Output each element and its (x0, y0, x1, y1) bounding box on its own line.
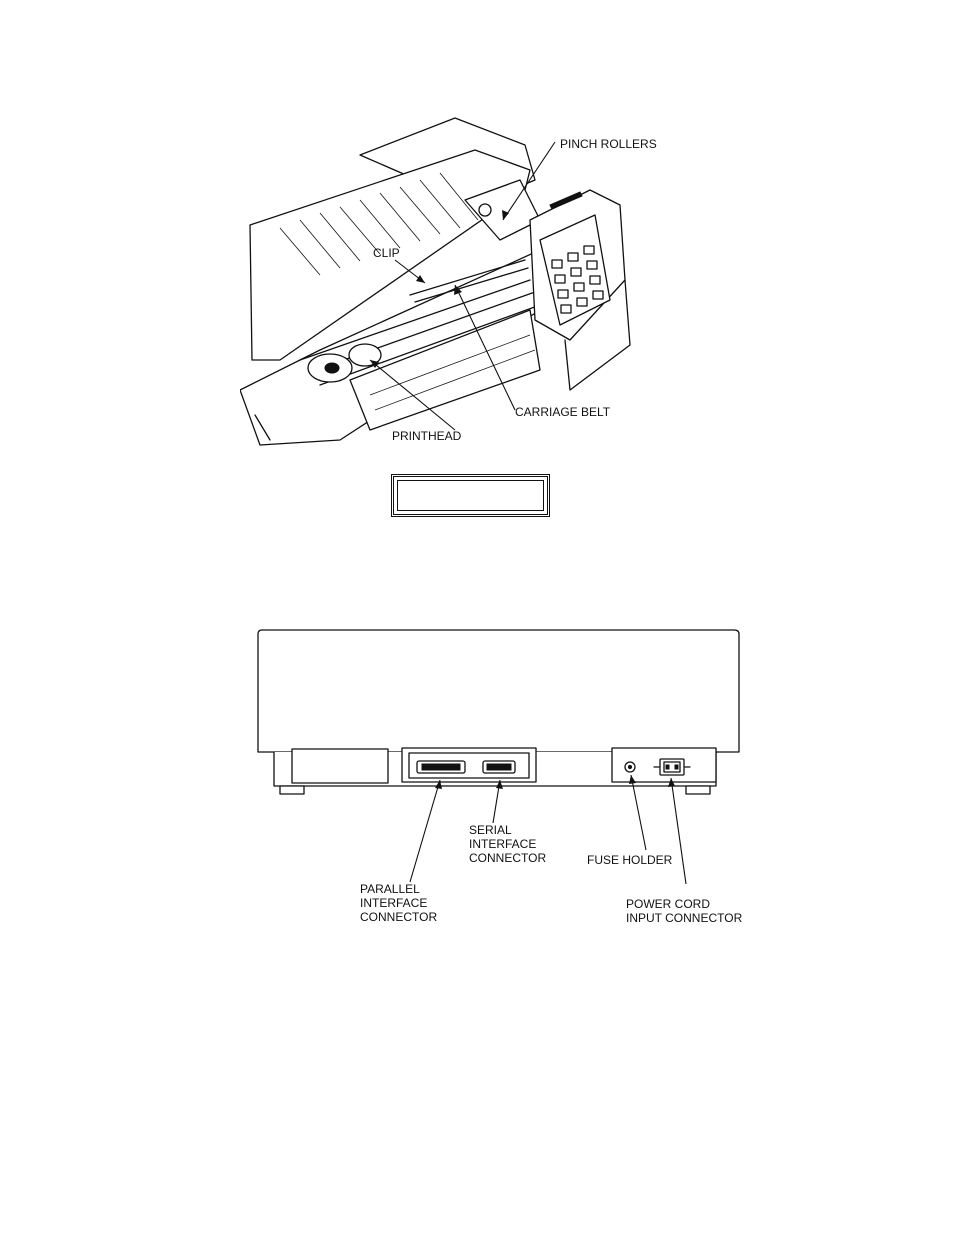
label-clip: CLIP (373, 246, 400, 260)
figure-caption-box (391, 474, 550, 517)
power-input-icon (654, 759, 690, 775)
parallel-connector-icon (417, 761, 465, 773)
fuse-holder-icon (625, 762, 635, 772)
label-serial: SERIAL INTERFACE CONNECTOR (469, 823, 547, 865)
label-power-cord: POWER CORD INPUT CONNECTOR (626, 897, 743, 925)
label-pinch-rollers: PINCH ROLLERS (560, 137, 657, 151)
label-parallel: PARALLEL INTERFACE CONNECTOR (360, 882, 438, 924)
serial-connector-icon (483, 761, 515, 773)
label-carriage-belt: CARRIAGE BELT (515, 405, 611, 419)
rear-panel-body (258, 630, 739, 794)
leader-parallel (410, 780, 442, 882)
printer-interior-diagram (240, 110, 720, 450)
label-fuse-holder: FUSE HOLDER (587, 853, 673, 867)
leader-power-cord (668, 778, 686, 884)
label-printhead: PRINTHEAD (392, 429, 462, 443)
printer-rear-panel-diagram (250, 628, 770, 933)
printer-body (240, 118, 630, 445)
